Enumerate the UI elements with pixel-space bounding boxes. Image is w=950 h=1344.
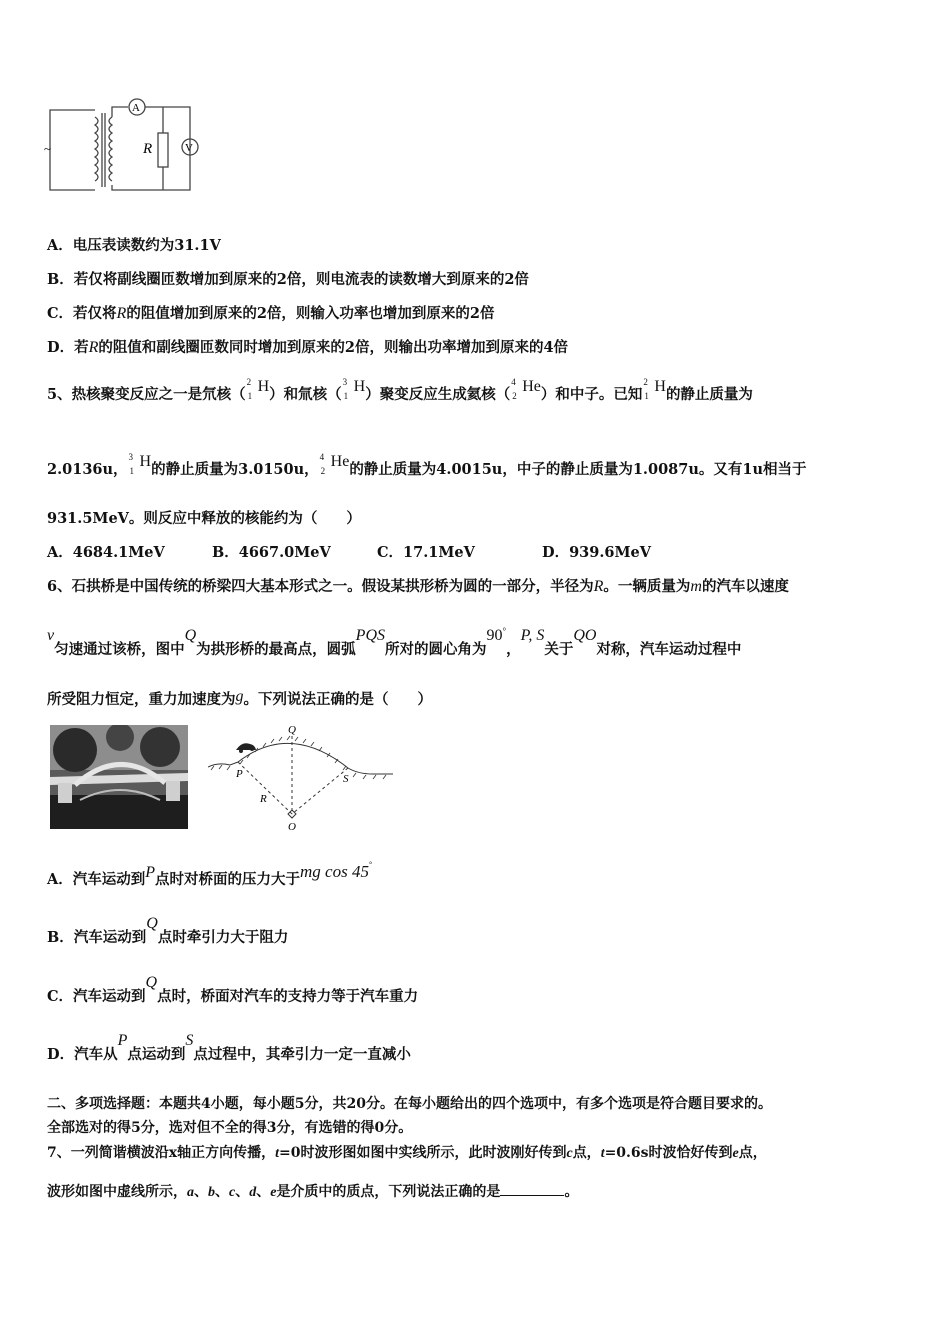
stone-bridge-photo — [50, 725, 188, 829]
transformer-circuit-figure — [40, 95, 220, 200]
q5-t5: 的静止质量为 — [665, 386, 753, 403]
q7-l1b: =0时波形图如图中实线所示，此时波刚好传到 — [278, 1145, 567, 1161]
q5-t1: 5、热核聚变反应之一是氘核（ — [47, 386, 246, 403]
q6-l2b: 为拱形桥的最高点，圆弧 — [196, 641, 356, 658]
q7-pt-a: a — [187, 1185, 194, 1200]
q6-l1a: 6、石拱桥是中国传统的桥梁四大基本形式之一。假设某拱形桥为圆的一部分，半径为 — [47, 578, 594, 595]
q4-c-var: R — [116, 305, 127, 322]
q7-sep-4: 、 — [256, 1184, 271, 1200]
q5-l2b: 的静止质量为3.0150u， — [151, 461, 319, 478]
q6-b-post: 点时牵引力大于阻力 — [157, 929, 289, 946]
q6-degree: ° — [502, 626, 507, 636]
q6-option-b — [47, 915, 289, 948]
q6-a-degree: ° — [368, 860, 373, 869]
q6-l2a: 匀速通过该桥，图中 — [54, 641, 185, 658]
q7-pt-e: e — [270, 1185, 277, 1200]
q5-line-1 — [47, 377, 753, 405]
helium-symbol: 4 2 He — [511, 377, 541, 401]
q7-sep-1: 、 — [194, 1184, 208, 1200]
q7-l1d: =0.6s时波恰好传到 — [604, 1145, 733, 1161]
q6-var-q: Q — [184, 627, 197, 644]
fig-label-p: P — [236, 768, 243, 780]
q6-angle: 90 — [486, 627, 503, 644]
q7-pt-c: c — [229, 1185, 236, 1200]
q6-line-1 — [47, 577, 789, 597]
q6-option-c — [47, 974, 419, 1007]
q4-option-a: A．电压表读数约为31.1V — [47, 237, 221, 254]
fig-label-o: O — [288, 821, 296, 832]
q7-var-e: e — [732, 1146, 739, 1161]
fig-label-s: S — [343, 773, 349, 785]
section2-line-2: 全部选对的得5分，选对但不全的得3分，有选错的得0分。 — [47, 1120, 413, 1136]
q7-pt-b: b — [208, 1185, 215, 1200]
q6-var-r: R — [593, 578, 604, 595]
ac-source-symbol: ~ — [44, 141, 52, 156]
deuteron-symbol: 2 1 H — [246, 377, 270, 401]
q6-var-v: v — [47, 627, 55, 644]
q7-l1a: 7、一列简谐横波沿x轴正方向传播， — [47, 1145, 276, 1161]
q6-c-var: Q — [145, 974, 158, 991]
q5-l2a: 2.0136u， — [47, 461, 128, 478]
q5-option-b: B．4667.0MeV — [212, 544, 331, 561]
q5-option-c: C．17.1MeV — [377, 544, 475, 561]
arch-bridge-diagram — [208, 722, 398, 832]
q6-l2d: ， — [506, 641, 521, 658]
q5-line-3: 931.5MeV。则反应中释放的核能约为（ ） — [47, 510, 361, 527]
ammeter-symbol: A — [132, 102, 140, 114]
q4-c-pre: C．若仅将 — [47, 305, 117, 322]
triton-symbol-2: 3 1 H — [128, 452, 152, 476]
q6-var-pqs: PQS — [355, 627, 385, 644]
q6-l1b: 。一辆质量为 — [603, 578, 691, 595]
q6-option-d — [47, 1032, 411, 1065]
q5-t2: ）和氚核（ — [269, 386, 342, 403]
q7-l2a: 波形如图中虚线所示， — [47, 1184, 187, 1200]
q6-d-var2: S — [185, 1032, 194, 1049]
q6-b-var: Q — [146, 915, 158, 932]
q6-a-pre: A．汽车运动到 — [47, 871, 146, 888]
resistor-label: R — [143, 141, 153, 157]
q6-l3a: 所受阻力恒定，重力加速度为 — [47, 691, 236, 708]
q6-a-formula: mg cos 45 — [300, 862, 369, 881]
q5-option-a: A．4684.1MeV — [47, 544, 165, 561]
q6-d-post: 点过程中，其牵引力一定一直减小 — [193, 1046, 411, 1063]
q6-b-pre: B．汽车运动到 — [47, 929, 147, 946]
q4-option-d — [47, 338, 568, 358]
q7-var-t2: t — [600, 1146, 605, 1161]
q6-l2e: 关于 — [544, 641, 574, 658]
voltmeter-symbol: V — [185, 142, 193, 154]
q6-line-3 — [47, 690, 432, 710]
q5-option-d: D．939.6MeV — [542, 544, 652, 561]
q6-l1c: 的汽车以速度 — [701, 578, 789, 595]
q6-l3b: 。下列说法正确的是（ ） — [243, 691, 432, 708]
q7-l1e: 点， — [738, 1145, 767, 1161]
q7-pt-d: d — [249, 1185, 257, 1200]
q6-a-post: 点时对桥面的压力大于 — [155, 871, 301, 888]
q7-sep-2: 、 — [215, 1184, 229, 1200]
q7-l2b: 是介质中的质点，下列说法正确的是 — [276, 1184, 501, 1200]
triton-symbol: 3 1 H — [342, 377, 366, 401]
q7-line-1 — [47, 1143, 767, 1164]
q6-line-2 — [47, 626, 742, 661]
fig-label-q: Q — [288, 724, 296, 736]
fig-label-r: R — [260, 793, 267, 805]
q6-l2f: 对称，汽车运动过程中 — [596, 641, 742, 658]
q6-var-m: m — [690, 578, 702, 595]
q7-var-c: c — [566, 1146, 573, 1161]
q6-a-var: P — [145, 864, 156, 881]
q4-d-var: R — [88, 339, 99, 356]
q7-answer-blank[interactable] — [500, 1181, 564, 1196]
q4-d-pre: D．若 — [47, 339, 89, 356]
q6-l2c: 所对的圆心角为 — [385, 641, 487, 658]
q4-c-post: 的阻值增加到原来的2倍，则输入功率也增加到原来的2倍 — [126, 305, 495, 322]
q6-d-pre: D．汽车从 — [47, 1046, 118, 1063]
q4-d-post: 的阻值和副线圈匝数同时增加到原来的2倍，则输出功率增加到原来的4倍 — [98, 339, 569, 356]
q7-line-2 — [47, 1181, 578, 1203]
q6-c-post: 点时，桥面对汽车的支持力等于汽车重力 — [157, 988, 419, 1005]
q4-option-b: B．若仅将副线圈匝数增加到原来的2倍，则电流表的读数增大到原来的2倍 — [47, 271, 529, 288]
q7-l2c: 。 — [564, 1184, 579, 1200]
q5-line-2 — [47, 452, 807, 480]
q6-d-var1: P — [117, 1032, 128, 1049]
q6-option-a — [47, 860, 373, 892]
q5-t4: ）和中子。已知 — [540, 386, 643, 403]
q6-var-g: g — [235, 688, 244, 705]
q4-option-c — [47, 304, 495, 324]
q6-c-pre: C．汽车运动到 — [47, 988, 146, 1005]
q5-l2c: 的静止质量为4.0015u，中子的静止质量为1.0087u。又有1u相当于 — [349, 461, 807, 478]
q6-d-mid: 点运动到 — [127, 1046, 186, 1063]
section2-line-1: 二、多项选择题：本题共4小题，每小题5分，共20分。在每小题给出的四个选项中，有多个选项是符合题目要求的。 — [47, 1096, 772, 1112]
helium-symbol-2: 4 2 He — [319, 452, 350, 476]
q5-t3: ）聚变反应生成氦核（ — [365, 386, 511, 403]
q6-var-ps: P, S — [520, 627, 545, 644]
deuteron-symbol-2: 2 1 H — [643, 377, 666, 401]
q7-var-t: t — [275, 1146, 279, 1161]
q6-var-qo: QO — [573, 627, 597, 644]
q7-sep-3: 、 — [235, 1184, 250, 1200]
q7-l1c: 点， — [572, 1145, 601, 1161]
